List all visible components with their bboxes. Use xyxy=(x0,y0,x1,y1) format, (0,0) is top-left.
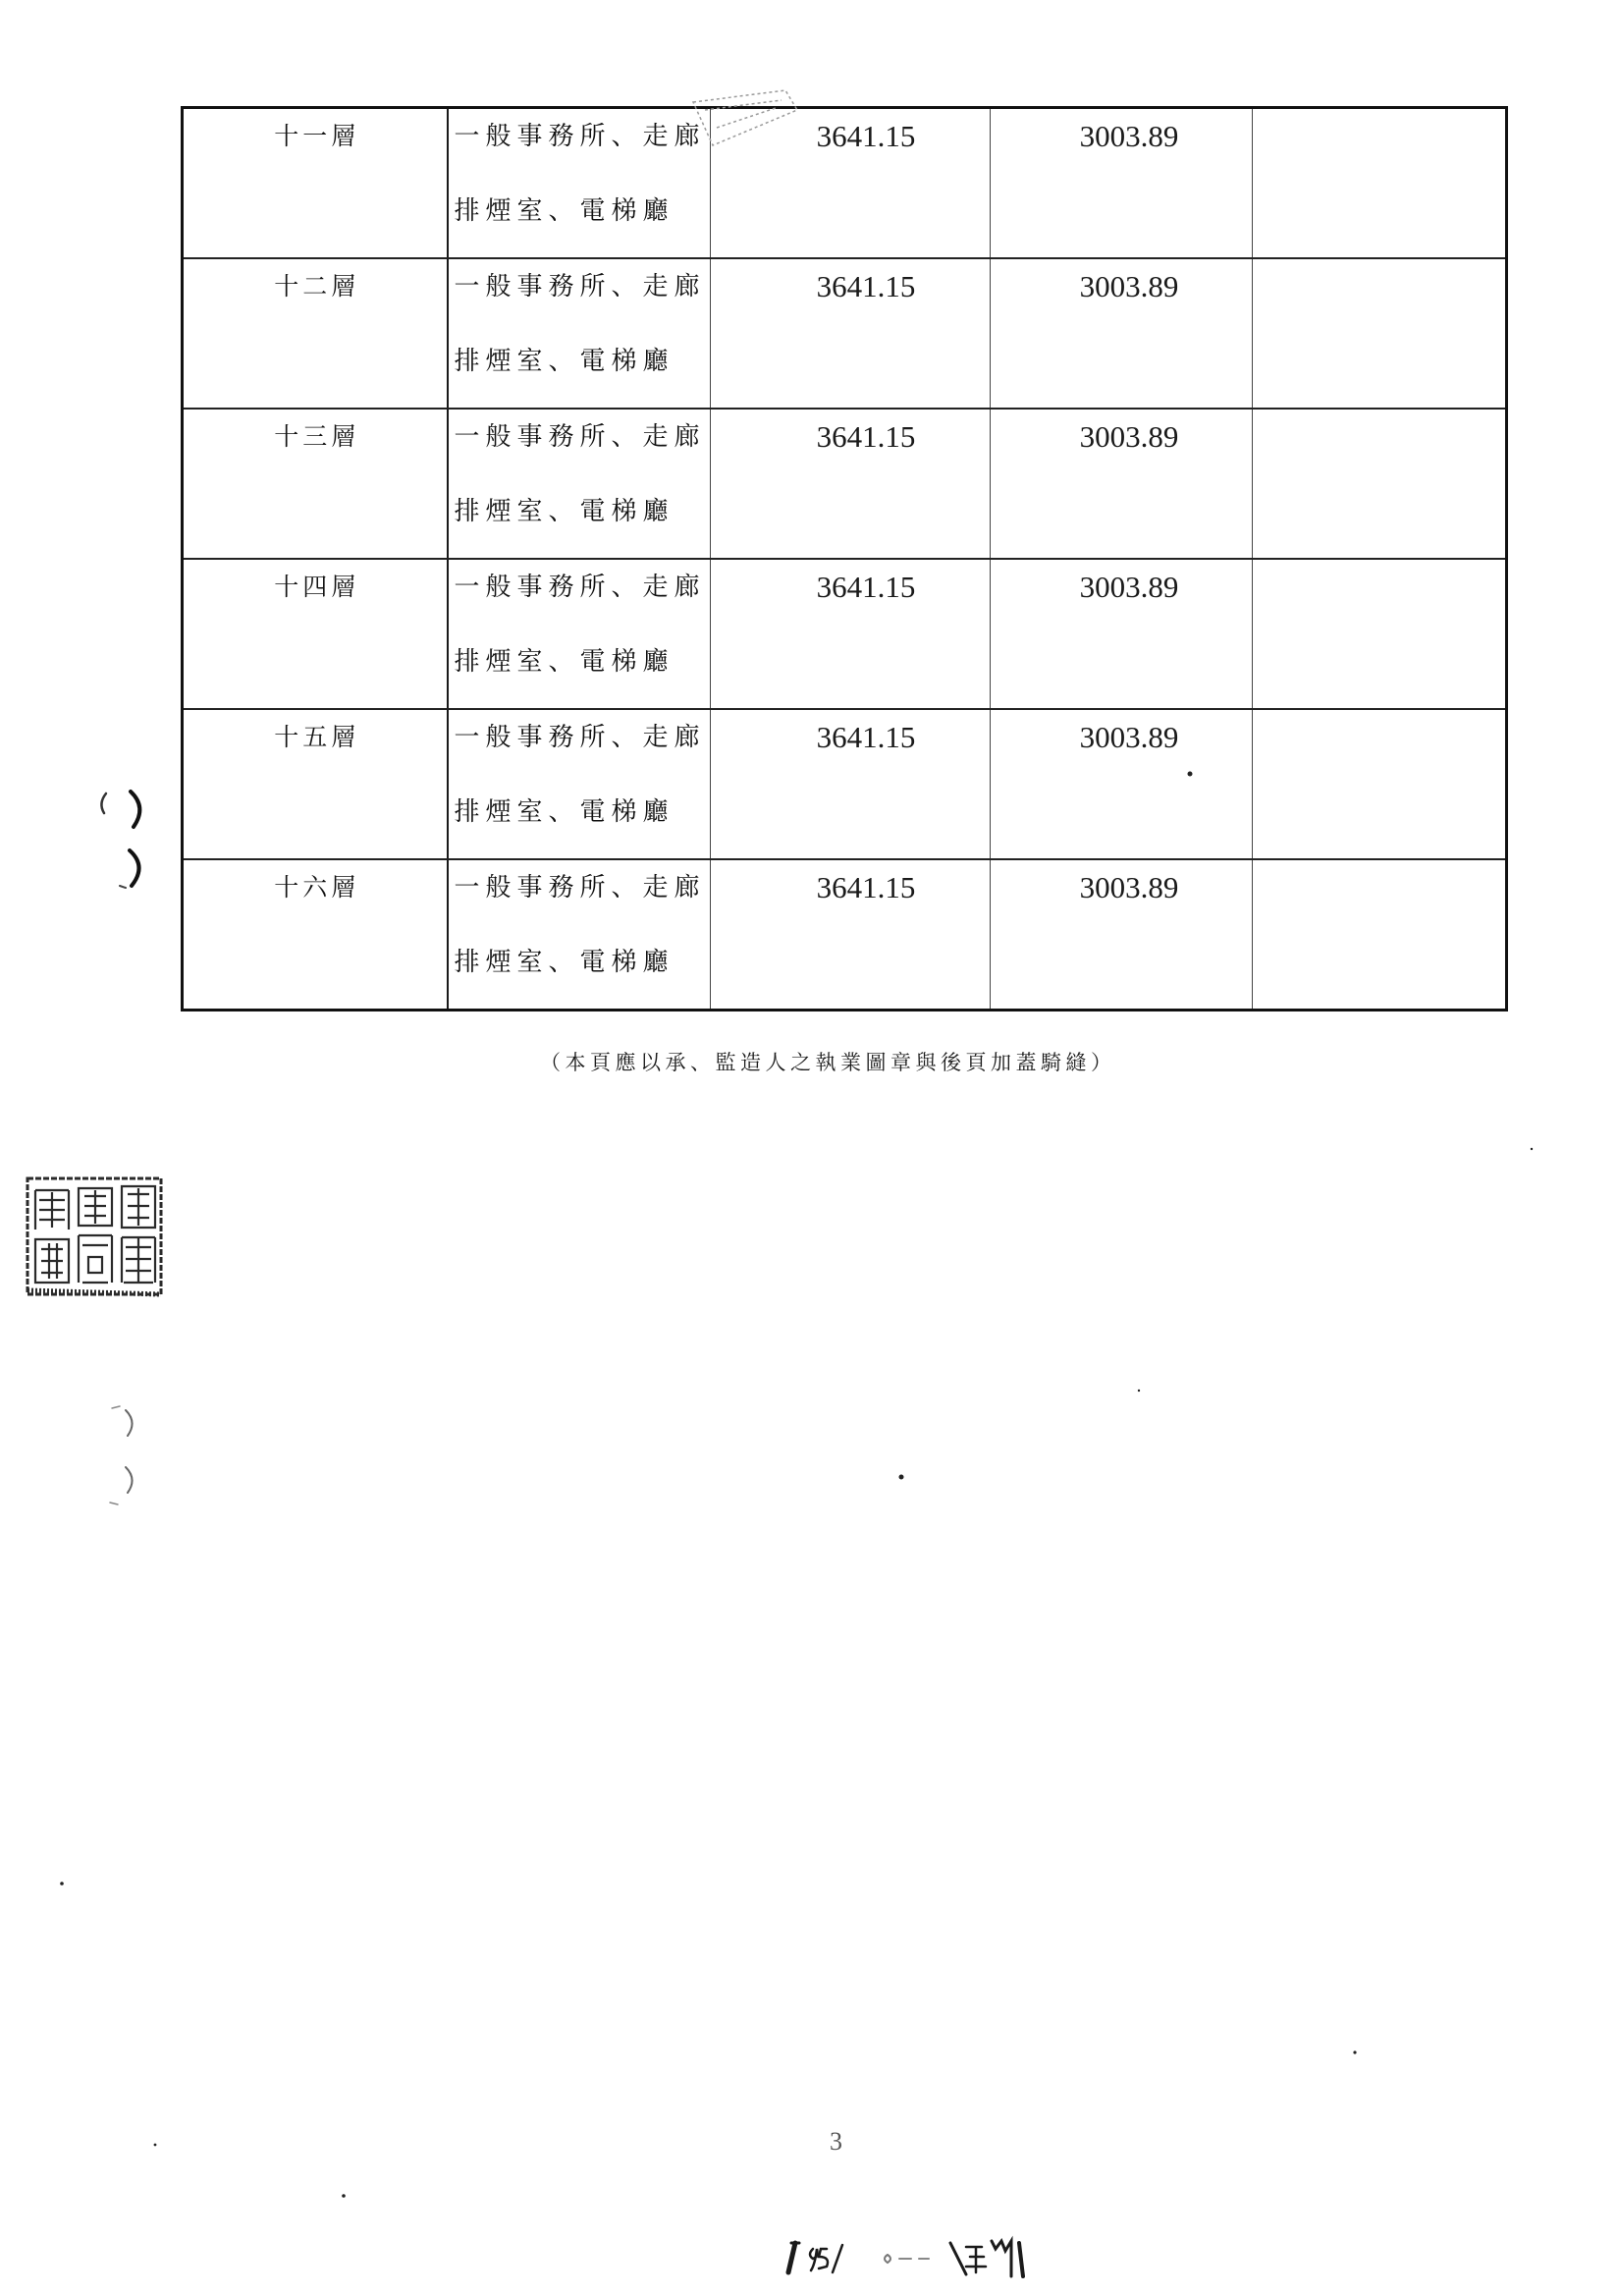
use-line-1: 一般事務所、走廊 xyxy=(454,723,706,752)
area-value-2: 3003.89 xyxy=(1079,570,1179,604)
area-value-1: 3641.15 xyxy=(816,419,916,454)
floor-label: 十二層 xyxy=(274,272,360,301)
use-line-2: 排煙室、電梯廳 xyxy=(454,647,674,677)
area-value-2: 3003.89 xyxy=(1079,870,1179,904)
use-line-2: 排煙室、電梯廳 xyxy=(454,948,674,977)
use-line-1: 一般事務所、走廊 xyxy=(454,873,706,902)
use-line-2: 排煙室、電梯廳 xyxy=(454,196,674,226)
scan-specks xyxy=(60,772,1533,2198)
use-line-2: 排煙室、電梯廳 xyxy=(454,497,674,526)
bottom-stamp-marks xyxy=(788,2241,1023,2276)
floor-label: 十四層 xyxy=(274,573,360,601)
floor-label: 十五層 xyxy=(274,723,360,751)
use-line-2: 排煙室、電梯廳 xyxy=(454,347,674,376)
page-number: 3 xyxy=(830,2127,842,2156)
floor-label: 十六層 xyxy=(274,873,360,902)
area-value-2: 3003.89 xyxy=(1079,419,1179,454)
area-value-2: 3003.89 xyxy=(1079,269,1179,303)
faint-top-stamp xyxy=(693,90,797,145)
area-value-1: 3641.15 xyxy=(816,269,916,303)
use-line-2: 排煙室、電梯廳 xyxy=(454,797,674,827)
stamp-instruction-caption: （本頁應以承、監造人之執業圖章與後頁加蓋騎縫） xyxy=(540,1051,1116,1074)
use-line-1: 一般事務所、走廊 xyxy=(454,422,706,452)
binding-hole-marks xyxy=(101,792,139,1504)
area-value-2: 3003.89 xyxy=(1079,119,1179,153)
area-value-1: 3641.15 xyxy=(816,119,916,153)
area-value-1: 3641.15 xyxy=(816,870,916,904)
seal-stamp xyxy=(27,1178,161,1294)
floor-label: 十一層 xyxy=(274,122,360,150)
area-value-1: 3641.15 xyxy=(816,720,916,754)
use-line-1: 一般事務所、走廊 xyxy=(454,272,706,301)
use-line-1: 一般事務所、走廊 xyxy=(454,122,706,151)
use-line-1: 一般事務所、走廊 xyxy=(454,573,706,602)
area-value-2: 3003.89 xyxy=(1079,720,1179,754)
area-value-1: 3641.15 xyxy=(816,570,916,604)
floor-label: 十三層 xyxy=(274,422,360,451)
